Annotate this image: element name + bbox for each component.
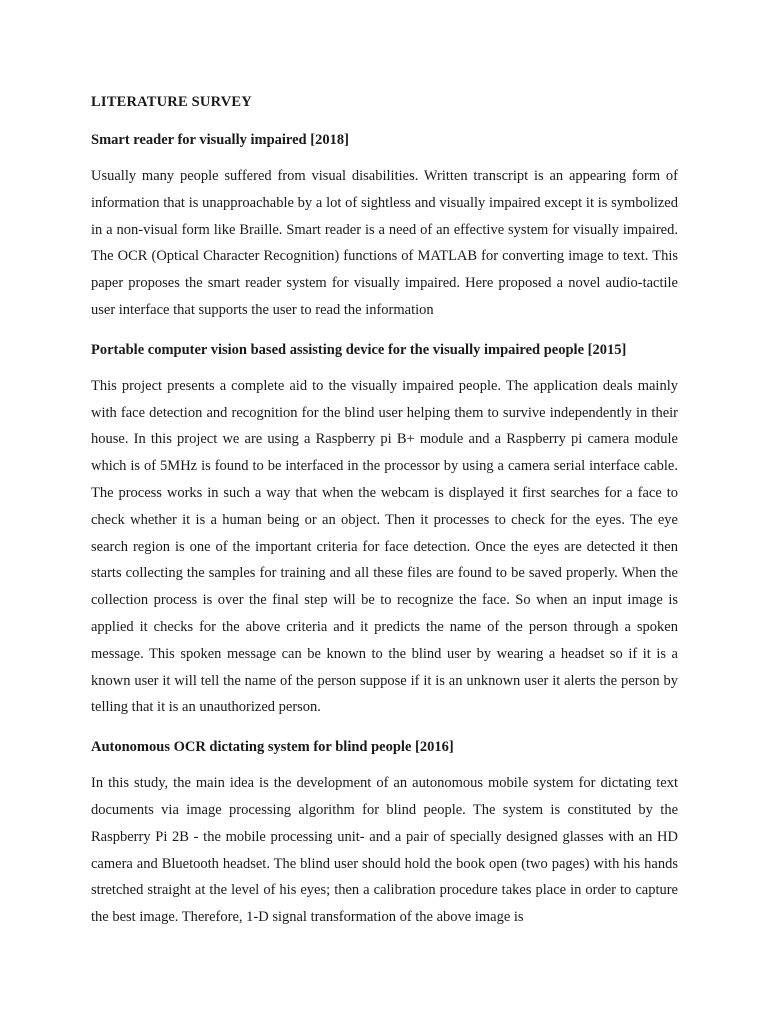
section-body-smart-reader: Usually many people suffered from visual disabilities. Written transcript is an appearing form of information that is unapproachable by a lot of sightless and visually impaired except it is symbolized in a non-visual form like Braille. Smart reader is a need of an effective system for visually impaired. The OCR (Optical Character Recognition) functions of MATLAB for converting image to text. This paper proposes the smart reader system for visually impaired. Here proposed a novel audio-tactile user interface that supports the user to read the information (91, 168, 678, 318)
document-title: LITERATURE SURVEY (91, 94, 252, 110)
section-body-portable-vision: This project presents a complete aid to the visually impaired people. The application deals mainly with face detection and recognition for the blind user helping them to survive independently in their house. In this project we are using a Raspberry pi B+ module and a Raspberry pi camera module which is of 5MHz is found to be interfaced in the processor by using a camera serial interface cable. The process works in such a way that when the webcam is displayed it first searches for a face to check whether it is a human being or an object. Then it processes to check for the eyes. The eye search region is one of the important criteria for face detection. Once the eyes are detected it then starts collecting the samples for training and all these files are found to be saved properly. When the collection process is over the final step will be to recognize the face. So when an input image is applied it checks for the above criteria and it predicts the name of the person through a spoken message. This spoken message can be known to the blind user by wearing a headset so if it is a known user it will tell the name of the person suppose if it is an unknown user it alerts the person by telling that it is an unauthorized person. (91, 377, 678, 716)
document-content (91, 92, 678, 947)
section-heading-smart-reader: Smart reader for visually impaired [2018] (91, 132, 349, 148)
section-body-ocr-dictating: In this study, the main idea is the development of an autonomous mobile system for dictating text documents via image processing algorithm for blind people. The system is constituted by the Raspberry Pi 2B - the mobile processing unit- and a pair of specially designed glasses with an HD camera and Bluetooth headset. The blind user should hold the book open (two pages) with his hands stretched straight at the level of his eyes; then a calibration procedure takes place in order to capture the best image. Therefore, 1-D signal transformation of the above image is (91, 775, 678, 926)
section-heading-ocr-dictating: Autonomous OCR dictating system for blind people [2016] (91, 739, 454, 756)
section-heading-portable-vision: Portable computer vision based assisting device for the visually impaired people [2015] (91, 341, 627, 358)
